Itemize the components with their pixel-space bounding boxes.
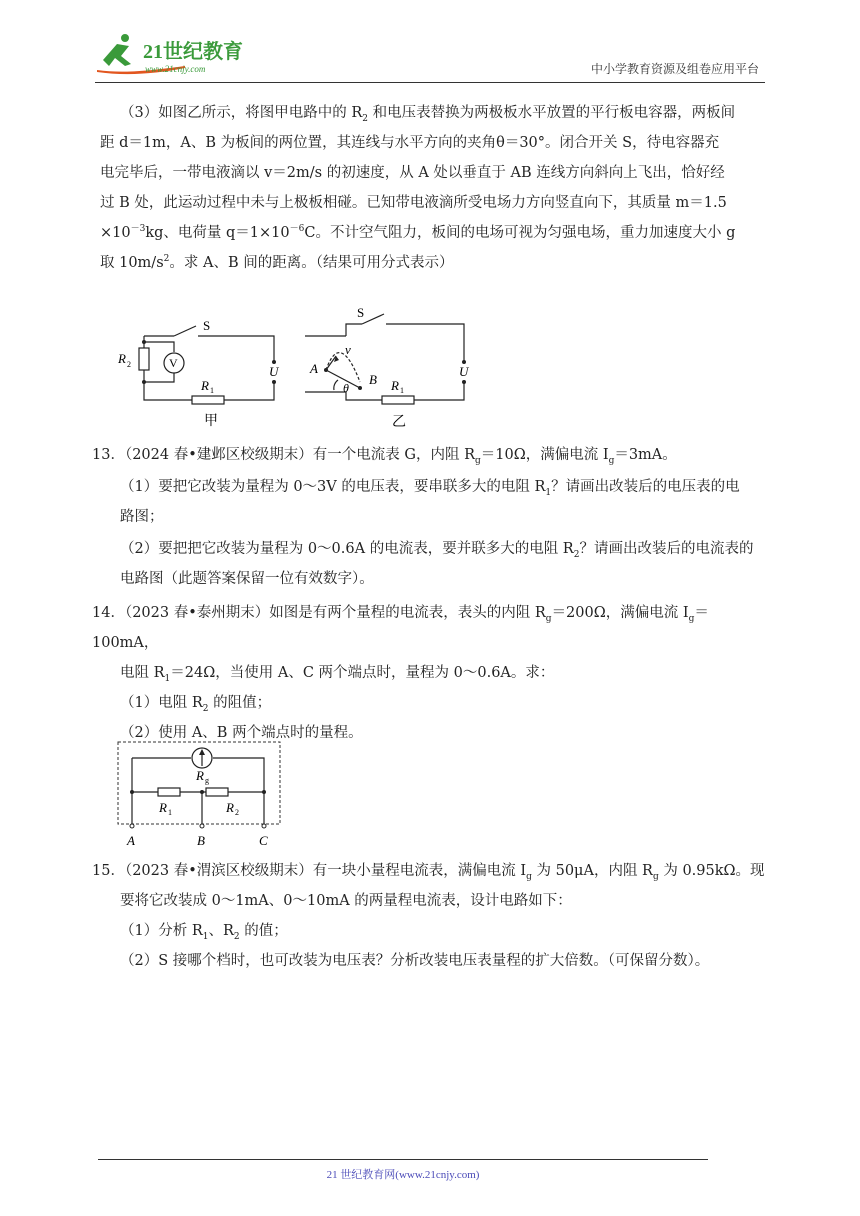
r2-label: R [226, 800, 234, 815]
q14-line2: 电阻 $R_1=24\Omega$，当使用 A、C 两个端点时，量程为 0～0.6A。求： [120, 665, 555, 684]
q12-part3-line3: 电完毕后，一带电液滴以 v＝2m/s 的初速度，从 A 处以垂直于 AB 连线方向斜向上飞出，恰好经 [100, 165, 725, 181]
point-b-label: B [369, 372, 377, 387]
r1-label: R [159, 800, 167, 815]
q12-part3-line4: 过 B 处，此运动过程中未与上极板相碰。已知带电液滴所受电场力方向竖直向下，其质量 m＝1.5 [100, 195, 727, 211]
page-header [95, 30, 765, 83]
source-label: U [459, 364, 469, 379]
switch-label: S [203, 318, 211, 333]
r1-label: R [391, 378, 399, 393]
r2-label: R [118, 351, 126, 366]
r1-sub: 1 [400, 386, 404, 395]
rg-sub: g [205, 776, 209, 785]
terminal-a-label: A [127, 833, 135, 848]
rg-label: R [196, 768, 204, 783]
figure-caption-jia: 甲 [204, 414, 218, 429]
q15-part2: （2）S 接哪个档时，也可改装为电压表？分析改装电压表量程的扩大倍数。（可保留分数）。 [120, 953, 710, 969]
q12-part3-line1: （3）如图乙所示，将图甲电路中的 $R_2$ 和电压表替换为两极板水平放置的平行板电容器，两板间 [120, 105, 736, 124]
r1-sub: 1 [210, 386, 214, 395]
q13-part2-cont: 电路图（此题答案保留一位有效数字）。 [120, 571, 374, 587]
circuit-figure-yi [300, 300, 500, 430]
q13-part1-cont: 路图； [120, 509, 164, 525]
angle-label: θ [343, 381, 349, 395]
circuit-figure-jia [112, 312, 302, 430]
platform-label: 中小学教育资源及组卷应用平台 [590, 62, 759, 76]
site-logo [95, 30, 265, 76]
voltmeter-label: V [169, 356, 178, 370]
r1-label: R [201, 378, 209, 393]
circuit-figure-q14 [112, 738, 292, 850]
q14-part2: （2）使用 A、B 两个端点时的量程。 [120, 725, 363, 741]
q13-part2: （2）要把把它改装为量程为 0～0.6A 的电流表，要并联多大的电阻 $R_2$？请画出改装后的电流表的 [120, 541, 754, 560]
logo-text: 21世纪教育 [143, 41, 243, 63]
q12-part3-line6: 取 $10m/s^2$。求 A、B 间的距离。（结果可用分式表示） [100, 254, 454, 271]
r2-sub: 2 [127, 360, 131, 369]
logo-subtext: www.21cnjy.com [145, 64, 206, 74]
switch-label: S [357, 305, 365, 320]
q12-part3-line5: $\times 10^{-3}kg$、电荷量 $q=1\times 10^{-6}C$。不计空气阻力，板间的电场可视为匀强电场，重力加速度大小 g [100, 224, 736, 241]
r2-sub: 2 [235, 808, 239, 817]
velocity-label: v [345, 342, 351, 357]
question-15 [92, 856, 768, 976]
q15-part1: （1）分析 $R_1$、$R_2$ 的值； [120, 923, 288, 942]
q13-stem: 13．（2024 春•建邺区校级期末）有一个电流表 G，内阻 $R_g=10\Omega$，满偏电流 $I_g=3mA$。 [92, 447, 677, 466]
terminal-c-label: C [259, 833, 268, 848]
figure-caption-yi: 乙 [392, 415, 406, 430]
page-footer: 21 世纪教育网(www.21cnjy.com) [98, 1159, 708, 1182]
q15-line2: 要将它改装成 0～1mA、0～10mA 的两量程电流表，设计电路如下： [120, 893, 572, 909]
source-label: U [269, 364, 279, 379]
document-body [100, 98, 768, 278]
r1-sub: 1 [168, 808, 172, 817]
terminal-b-label: B [197, 833, 205, 848]
q14-stem: 14．（2023 春•泰州期末）如图是有两个量程的电流表，表头的内阻 $R_g=200\Omega$，满偏电流 $I_g=100mA$， [92, 605, 709, 651]
q15-stem: 15．（2023 春•渭滨区校级期末）有一块小量程电流表，满偏电流 $I_g$ 为 50μA，内阻 $R_g$ 为 0.95kΩ。现 [92, 863, 765, 882]
questions-13-14 [92, 440, 768, 748]
point-a-label: A [310, 361, 318, 376]
q14-part1: （1）电阻 $R_2$ 的阻值； [120, 695, 272, 714]
q13-part1: （1）要把它改装为量程为 0～3V 的电压表，要串联多大的电阻 $R_1$？请画出改装后的电压表的电 [120, 479, 740, 498]
q12-part3-line2: 距 d＝1m，A、B 为板间的两位置，其连线与水平方向的夹角θ＝30°。闭合开关 S，待电容器充 [100, 135, 720, 151]
